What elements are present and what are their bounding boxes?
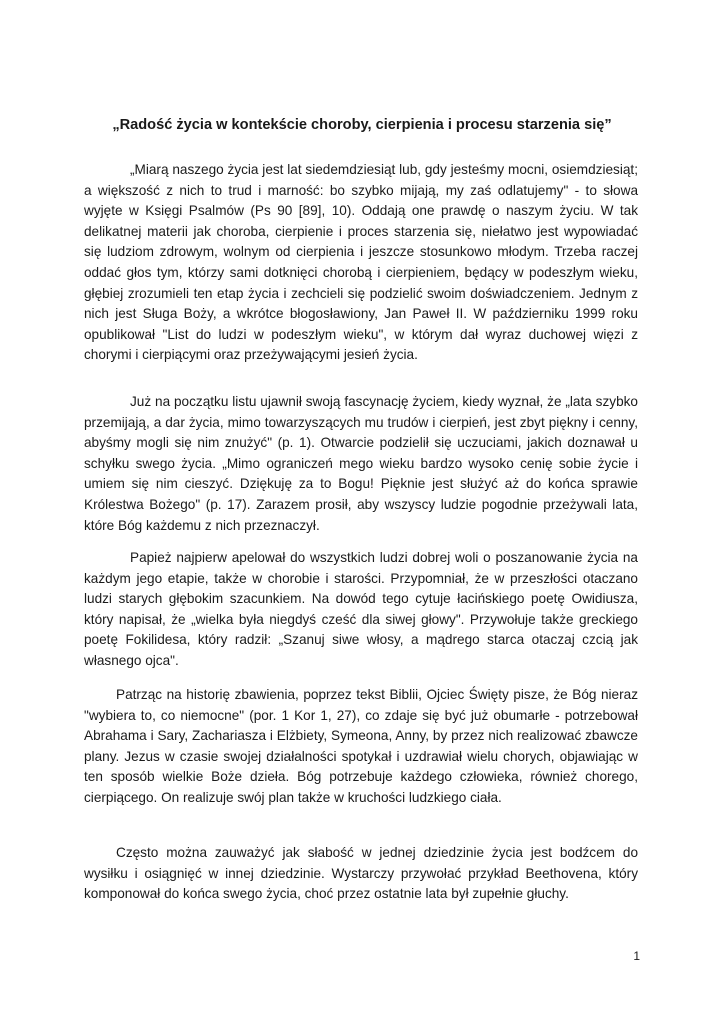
paragraph-salvation-history: Patrząc na historię zbawienia, poprzez tekst Biblii, Ojciec Święty pisze, że Bóg nieraz "wybiera to, co niemocne" (por. 1 Kor 1, 27), co zdaje się być już obumarłe - potrzebował Abrahama i Sary, Zachariasza i Elżbiety, Symeona, Anny, by przez nich realizować zbawcze plany. Jezus w czasie swojej działalności spotykał i uzdrawiał wielu chorych, objawiając w ten sposób wielkie Boże dzieła. Bóg potrzebuje każdego człowieka, również chorego, cierpiącego. On realizuje swój plan także w kruchości ludzkiego ciała. [84, 687, 638, 805]
paragraph-pope-appeal: Papież najpierw apelował do wszystkich ludzi dobrej woli o poszanowanie życia na każdym jego etapie, także w chorobie i starości. Przypomniał, że w przeszłości otaczano ludzi starych głębokim szacunkiem. Na dowód tego cytuje łacińskiego poetę Owidiusza, który napisał, że „wielka była niegdyś cześć dla siwej głowy". Przywołuje także greckiego poetę Fokilidesa, który radził: „Szanuj siwe włosy, a mądrego starca otaczaj czcią jak własnego ojca". [84, 550, 638, 668]
paragraph-weakness-stimulus: Często można zauważyć jak słabość w jednej dziedzinie życia jest bodźcem do wysiłku i osiągnięć w innej dziedzinie. Wystarczy przywołać przykład Beethovena, który komponował do końca swego życia, choć przez ostatnie lata był zupełnie głuchy. [84, 845, 638, 902]
page-number: 1 [633, 949, 640, 963]
paragraph-psalm-quote: „Miarą naszego życia jest lat siedemdziesiąt lub, gdy jesteśmy mocni, osiemdziesiąt; a większość z nich to trud i marność: bo szybko mijają, my zaś odlatujemy" - to słowa wyjęte w Księgi Psalmów (Ps 90 [89], 10). Oddają one prawdę o naszym życiu. W tak delikatnej materii jak choroba, cierpienie i proces starzenia się, niełatwo jest wypowiadać się ludziom zdrowym, wolnym od cierpienia i jeszcze stosunkowo młodym. Trzeba raczej oddać głos tym, którzy sami dotknięci chorobą i cierpieniem, będący w podeszłym wieku, głębiej zrozumieli ten etap życia i zechcieli się podzielić swoim doświadczeniem. Jednym z nich jest Sługa Boży, a wkrótce błogosławiony, Jan Paweł II. W październiku 1999 roku opublikował "List do ludzi w podeszłym wieku", w którym dał wyraz duchowej więzi z chorymi i cierpiącymi oraz przeżywającymi jesień życia. [84, 162, 638, 363]
paragraph-letter-beginning: Już na początku listu ujawnił swoją fascynację życiem, kiedy wyznał, że „lata szybko przemijają, a dar życia, mimo towarzyszących mu trudów i cierpień, jest zbyt piękny i cenny, abyśmy mogli się nim znużyć" (p. 1). Otwarcie podzielił się uczuciami, jakich doznawał u schyłku swego życia. „Mimo ograniczeń mego wieku bardzo wysoko cenię sobie życie i umiem się nim cieszyć. Dziękuję za to Bogu! Pięknie jest służyć aż do końca sprawie Królestwa Bożego" (p. 17). Zarazem prosił, aby wszyscy ludzie pogodnie przeżywali lata, które Bóg każdemu z nich przeznaczył. [84, 394, 638, 533]
document-title: „Radość życia w kontekście choroby, cierpienia i procesu starzenia się” [112, 117, 612, 133]
